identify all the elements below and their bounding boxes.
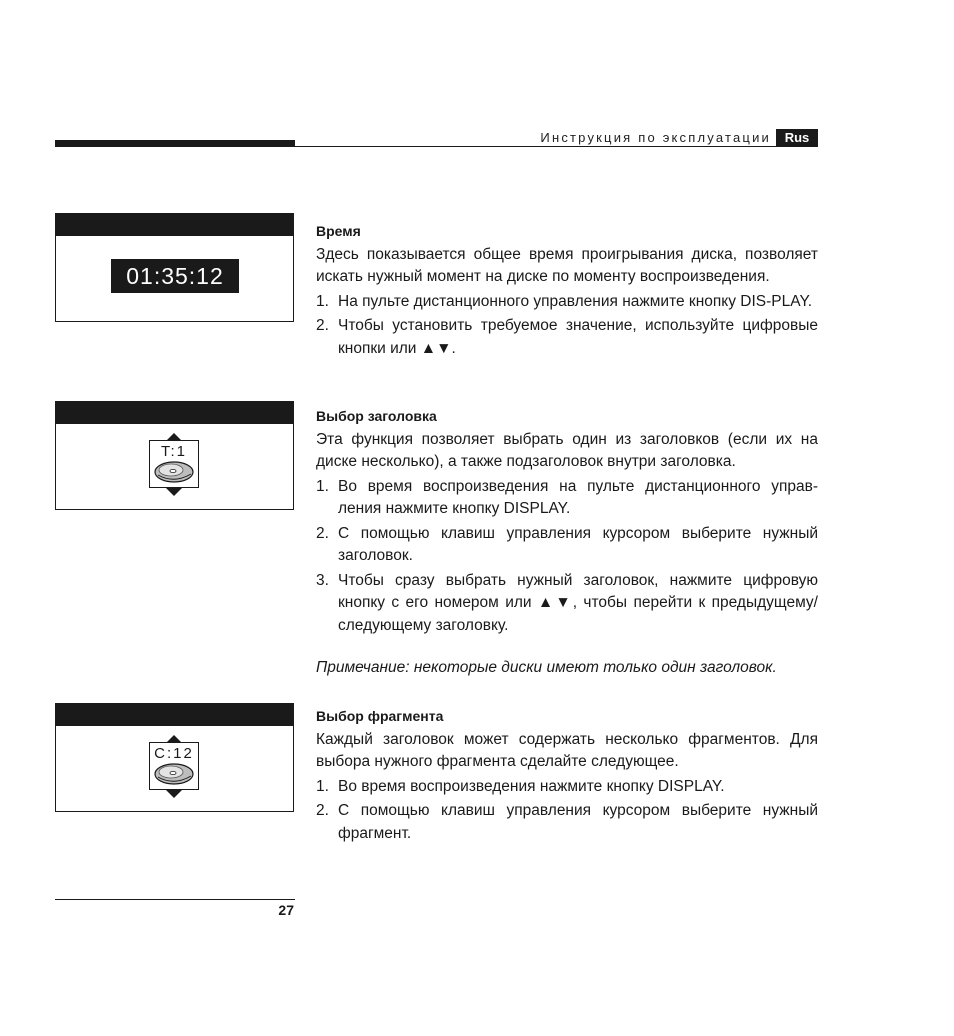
header-title: Инструкция по эксплуатации [540, 130, 771, 145]
section-heading: Выбор заголовка [316, 408, 437, 424]
header-thick-rule [55, 140, 295, 147]
steps-list [316, 291, 818, 361]
list-item: 2. С помощью клавиш управления курсором выберите нужный заголовок. [316, 524, 818, 564]
down-arrow-icon [166, 488, 182, 496]
list-item: 1. Во время воспроизведения на пульте дистанционного управ-ления нажмите кнопку DISPLAY. [316, 477, 818, 517]
list-item: 1. На пульте дистанционного управления нажмите кнопку DIS-PLAY. [316, 292, 813, 310]
steps-list [316, 476, 818, 638]
chapter-section [316, 705, 818, 847]
language-badge: Rus [776, 129, 818, 147]
time-display-panel [55, 213, 294, 322]
section-intro: Здесь показывается общее время проигрывания диска, позволяет искать нужный момент на диске по моменту воспроизведения. [316, 245, 818, 285]
list-item: 2. С помощью клавиш управления курсором выберите нужный фрагмент. [316, 802, 818, 842]
list-item: 1. Во время воспроизведения нажмите кнопку DISPLAY. [316, 777, 725, 795]
section-intro: Каждый заголовок может содержать несколько фрагментов. Для выбора нужного фрагмента сделайте следующее. [316, 730, 818, 770]
panel-header-bar [56, 402, 293, 424]
page-number: 27 [278, 902, 294, 918]
time-section [316, 220, 818, 362]
section-heading: Время [316, 223, 361, 239]
header-thin-rule [295, 146, 817, 147]
list-item: 2. Чтобы установить требуемое значение, используйте цифровые кнопки или ▲▼. [316, 317, 818, 357]
chapter-number-label: C:12 [154, 745, 194, 762]
panel-header-bar [56, 704, 293, 726]
chapter-display-panel [55, 703, 294, 812]
note-text: Примечание: некоторые диски имеют только один заголовок. [316, 659, 777, 676]
title-display-panel [55, 401, 294, 510]
steps-list [316, 776, 818, 846]
panel-header-bar [56, 214, 293, 236]
down-arrow-icon [166, 790, 182, 798]
section-heading: Выбор фрагмента [316, 708, 444, 724]
title-number-label: T:1 [160, 443, 187, 460]
disc-icon [153, 761, 195, 787]
footer-rule [55, 899, 295, 900]
time-readout: 01:35:12 [111, 259, 239, 293]
title-section [316, 405, 818, 639]
section-intro: Эта функция позволяет выбрать один из заголовков (если их на диске несколько), а также подзаголовок внутри заголовка. [316, 430, 818, 470]
chapter-disc-indicator [149, 742, 199, 790]
list-item: 3. Чтобы сразу выбрать нужный заголовок, нажмите цифровую кнопку с его номером или ▲▼, чтобы перейти к предыдущему/ следующему заголовку. [316, 571, 818, 634]
title-disc-indicator [149, 440, 199, 488]
disc-icon [153, 459, 195, 485]
